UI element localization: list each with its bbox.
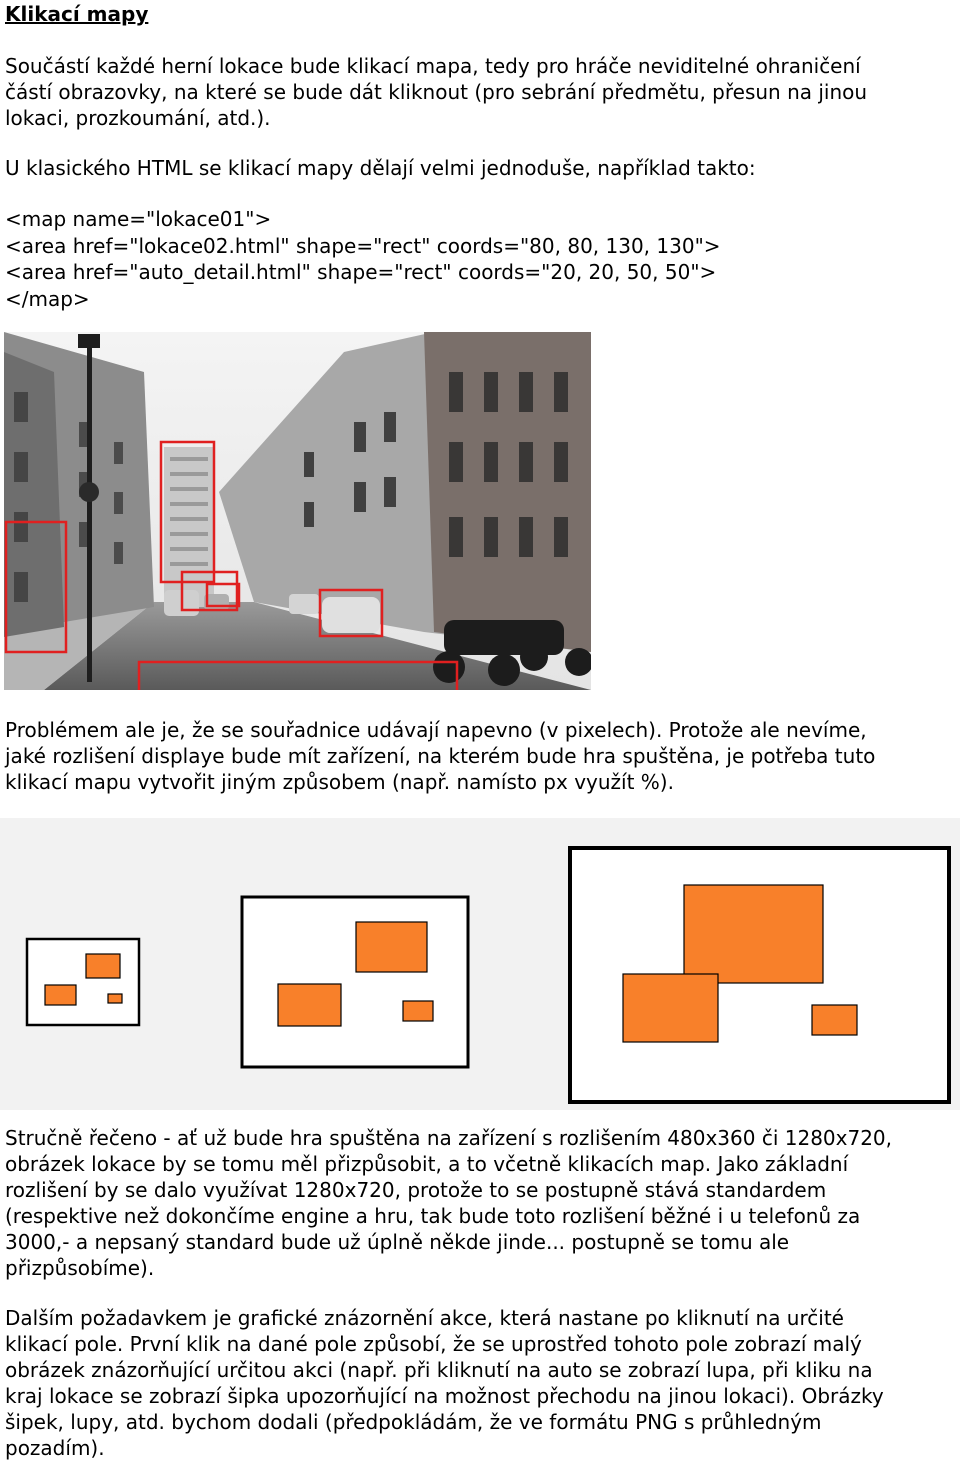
text-line: (respektive než dokončíme engine a hru, tak bude toto rozlišení běžné i u telefonů za bbox=[5, 1204, 861, 1228]
medium-area-3 bbox=[403, 1001, 433, 1021]
code-line: <area href="lokace02.html" shape="rect" coords="80, 80, 130, 130"> bbox=[5, 233, 721, 258]
text-line: obrázek znázorňující určitou akci (např. při kliknutí na auto se zobrazí lupa, při kliku na bbox=[5, 1358, 873, 1382]
text-line: šipek, lupy, atd. bychom dodali (předpokládám, že ve formátu PNG s průhledným bbox=[5, 1410, 822, 1434]
text-line: 3000,- a nepsaný standard bude už úplně někde jinde... postupně se tomu ale bbox=[5, 1230, 790, 1254]
medium-screen-frame bbox=[242, 897, 468, 1067]
text-line: klikací pole. První klik na dané pole způsobí, že se uprostřed tohoto pole zobrazí malý bbox=[5, 1332, 862, 1356]
text-line: jaké rozlišení displaye bude mít zařízení, na kterém bude hra spuštěna, je potřeba tuto bbox=[5, 744, 876, 768]
small-area-3 bbox=[108, 994, 122, 1003]
text-line: kraj lokace se zobrazí šipka upozorňující na možnost přechodu na jinou lokaci). Obrázky bbox=[5, 1384, 884, 1408]
large-area-1 bbox=[684, 885, 823, 983]
summary-paragraph bbox=[5, 1125, 892, 1281]
code-line: </map> bbox=[5, 286, 90, 311]
text-line: obrázek lokace by se tomu měl přizpůsobit, a to včetně klikacích map. Jako základní bbox=[5, 1152, 849, 1176]
large-area-3 bbox=[812, 1005, 857, 1035]
text-line: rozlišení by se dalo využívat 1280x720, protože to se postupně stává standardem bbox=[5, 1178, 827, 1202]
request-paragraph bbox=[5, 1305, 884, 1461]
resolution-scaling-drawing bbox=[0, 818, 960, 1110]
code-line: <map name="lokace01"> bbox=[5, 207, 272, 231]
small-area-1 bbox=[86, 954, 120, 978]
small-area-2 bbox=[45, 985, 76, 1005]
large-area-2 bbox=[623, 974, 718, 1042]
text-line: částí obrazovky, na které se bude dát kliknout (pro sebrání předmětu, přesun na jinou bbox=[5, 80, 868, 104]
text-line: lokaci, prozkoumání, atd.). bbox=[5, 106, 271, 130]
intro-paragraph bbox=[5, 53, 867, 131]
code-sample bbox=[5, 206, 721, 312]
text-line: Problémem ale je, že se souřadnice udávají napevno (v pixelech). Protože ale nevíme, bbox=[5, 718, 867, 742]
medium-area-1 bbox=[356, 922, 427, 972]
text-line: pozadím). bbox=[5, 1436, 105, 1460]
code-line: <area href="auto_detail.html" shape="rect" coords="20, 20, 50, 50"> bbox=[5, 260, 717, 284]
street-photo bbox=[4, 332, 591, 690]
problem-paragraph bbox=[5, 717, 875, 795]
text-line: přizpůsobíme). bbox=[5, 1256, 155, 1280]
text-line: Dalším požadavkem je grafické znázornění akce, která nastane po kliknutí na určité bbox=[5, 1306, 844, 1330]
medium-area-2 bbox=[278, 984, 341, 1026]
text-line: klikací mapu vytvořit jiným způsobem (např. namísto px využít %). bbox=[5, 770, 674, 794]
html-intro-paragraph: U klasického HTML se klikací mapy dělají velmi jednoduše, například takto: bbox=[5, 156, 756, 180]
text-line: Součástí každé herní lokace bude klikací mapa, tedy pro hráče neviditelné ohraničení bbox=[5, 54, 861, 78]
street-photo-drawing bbox=[4, 332, 591, 690]
text-line: Stručně řečeno - ať už bude hra spuštěna na zařízení s rozlišením 480x360 či 1280x720, bbox=[5, 1126, 893, 1150]
page-title: Klikací mapy bbox=[5, 2, 149, 26]
small-screen-frame bbox=[27, 939, 139, 1025]
resolution-scaling-diagram bbox=[0, 818, 960, 1110]
